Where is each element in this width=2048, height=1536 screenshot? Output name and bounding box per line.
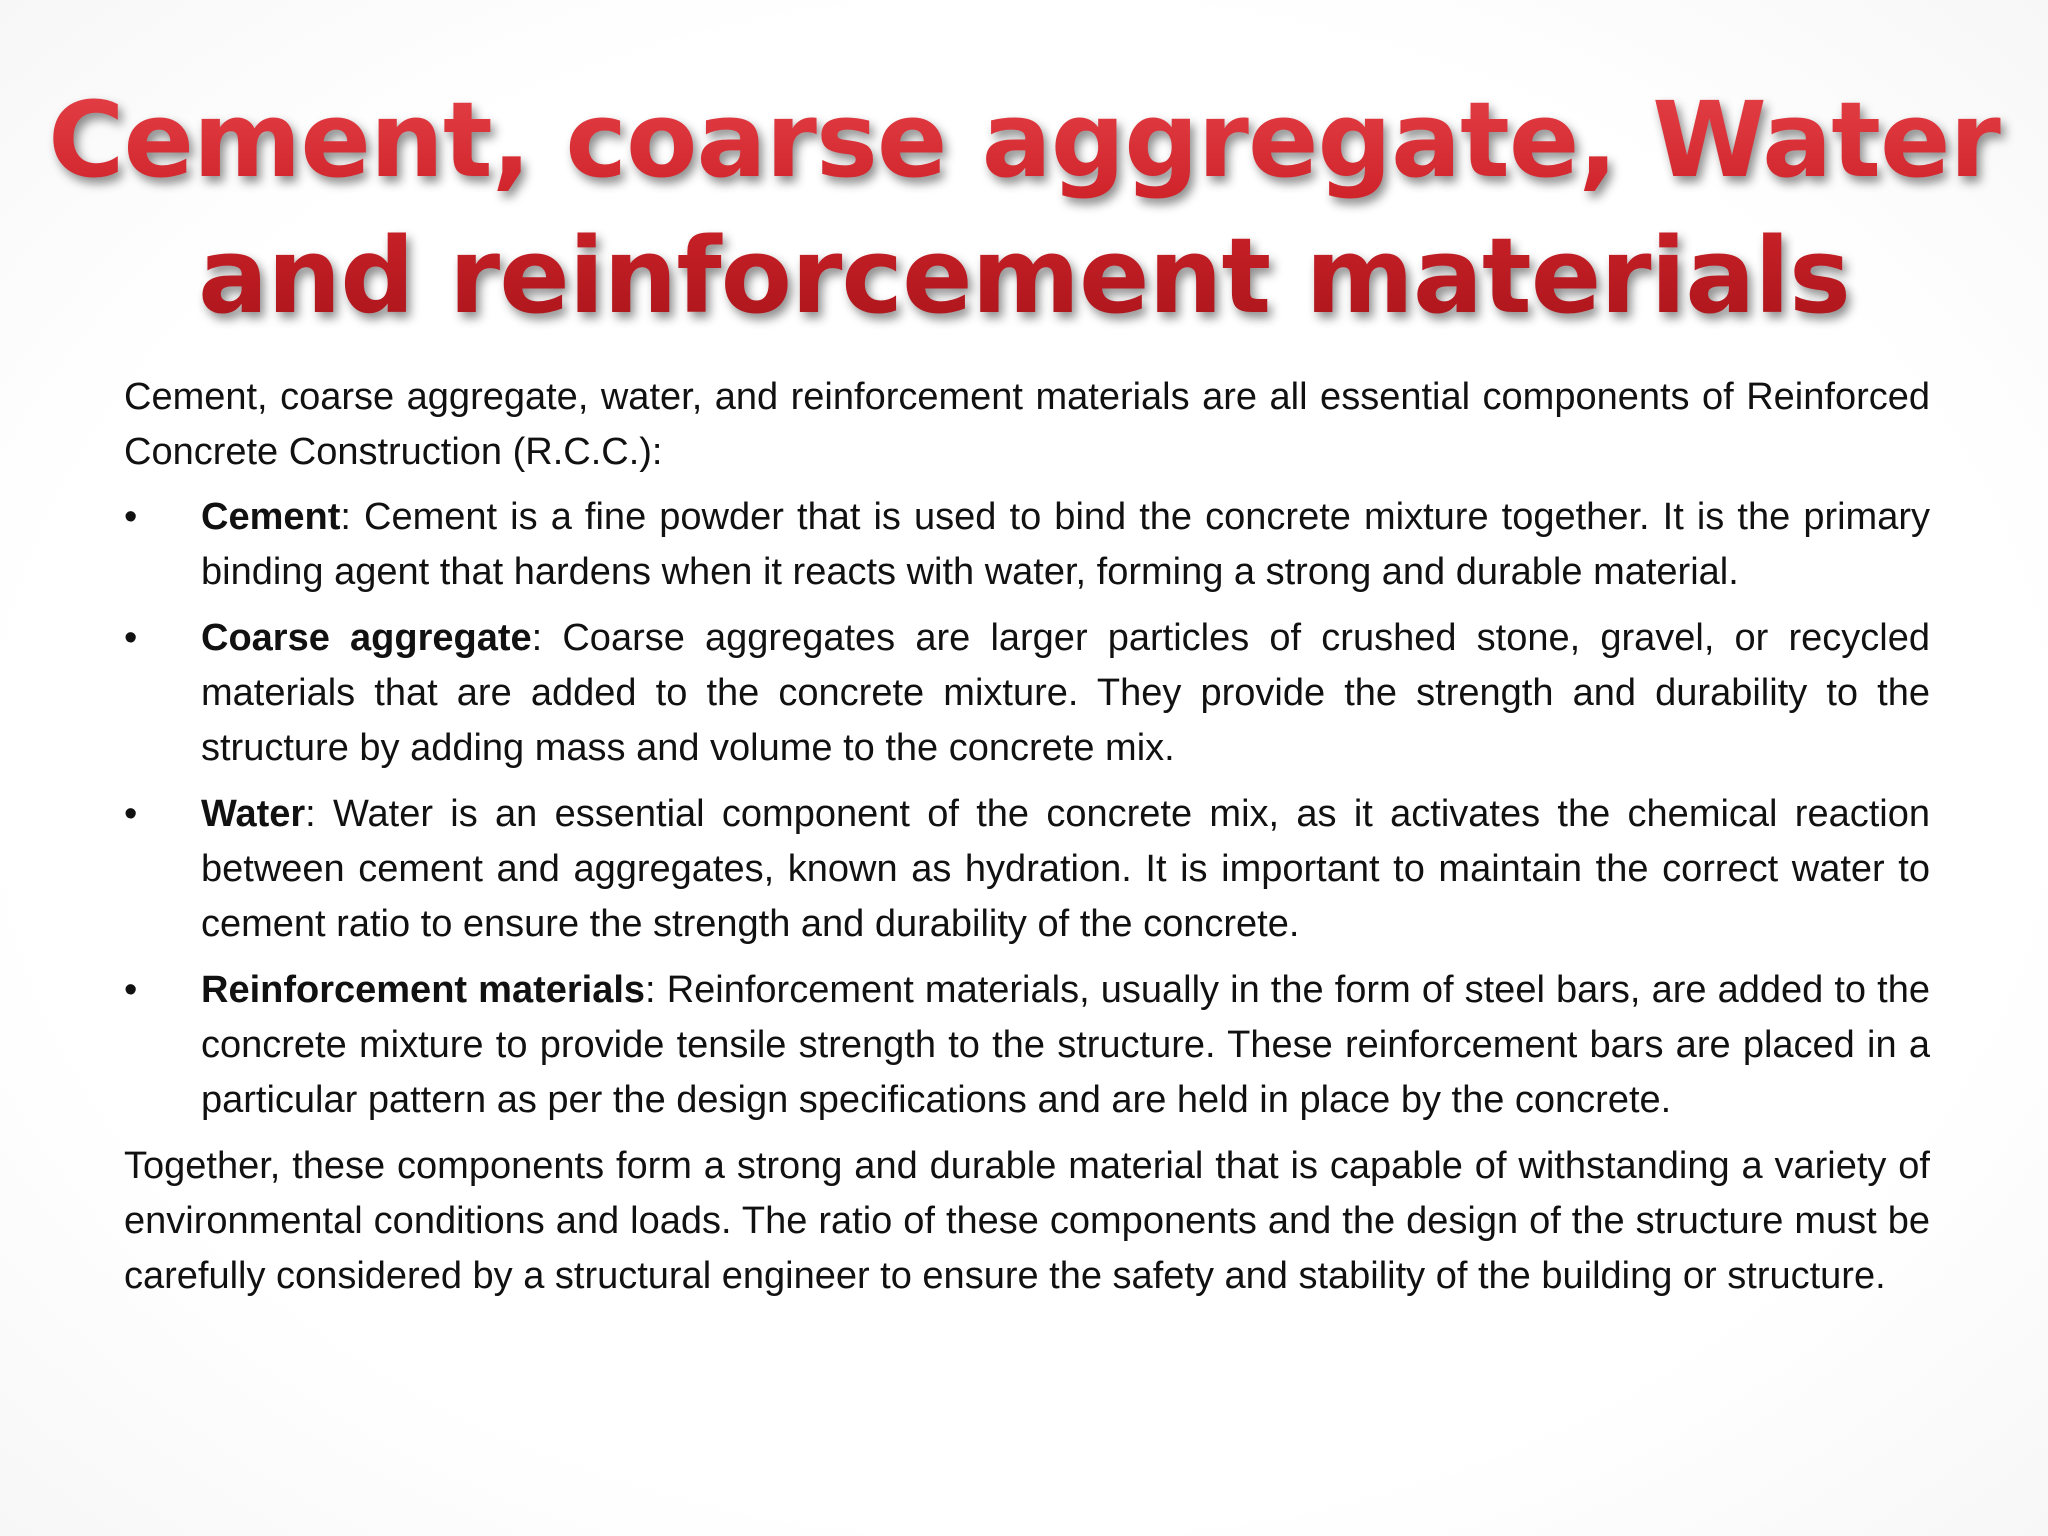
- description-cement: : Cement is a fine powder that is used to bind the concrete mixture together. It is the primary binding agent that hardens when it reacts with water, forming a strong and durable material.: [201, 496, 1930, 593]
- slide-body: [124, 370, 1930, 1304]
- term-coarse-aggregate: Coarse aggregate: [201, 617, 532, 659]
- description-coarse-aggregate: : Coarse aggregates are larger particles of crushed stone, gravel, or recycled materials that are added to the concrete mixture. They provide the strength and durability to the structure by adding mass and volume to the concrete mix.: [201, 617, 1931, 769]
- term-cement: Cement: [201, 496, 341, 538]
- bullet-icon: •: [124, 617, 138, 659]
- bullet-icon: •: [124, 969, 138, 1011]
- list-item-water: [124, 787, 1930, 952]
- slide-title: [0, 72, 2048, 344]
- list-item-cement: [124, 490, 1930, 600]
- term-reinforcement-materials: Reinforcement materials: [201, 969, 646, 1011]
- term-water: Water: [201, 793, 306, 835]
- description-water: : Water is an essential component of the concrete mix, as it activates the chemical reaction between cement and aggregates, known as hydration. It is important to maintain the correct water to cement ratio to ensure the strength and durability of the concrete.: [201, 793, 1930, 945]
- list-item-coarse-aggregate: [124, 611, 1930, 776]
- intro-paragraph: Cement, coarse aggregate, water, and reinforcement materials are all essential components of Reinforced Concrete Construction (R.C.C.):: [124, 376, 1930, 473]
- components-list: [124, 490, 1930, 1128]
- description-reinforcement-materials: : Reinforcement materials, usually in the form of steel bars, are added to the concrete mixture to provide tensile strength to the structure. These reinforcement bars are placed in a particular pattern as per the design specifications and are held in place by the concrete.: [201, 969, 1930, 1121]
- list-item-reinforcement: [124, 963, 1930, 1128]
- bullet-icon: •: [124, 496, 138, 538]
- bullet-icon: •: [124, 793, 138, 835]
- slide-title-line-2: and reinforcement materials: [198, 215, 1850, 337]
- conclusion-paragraph: Together, these components form a strong and durable material that is capable of withstanding a variety of environmental conditions and loads. The ratio of these components and the design of the structure must be carefully considered by a structural engineer to ensure the safety and stability of the building or structure.: [124, 1145, 1930, 1297]
- slide-title-line-1: Cement, coarse aggregate, Water: [48, 79, 2000, 201]
